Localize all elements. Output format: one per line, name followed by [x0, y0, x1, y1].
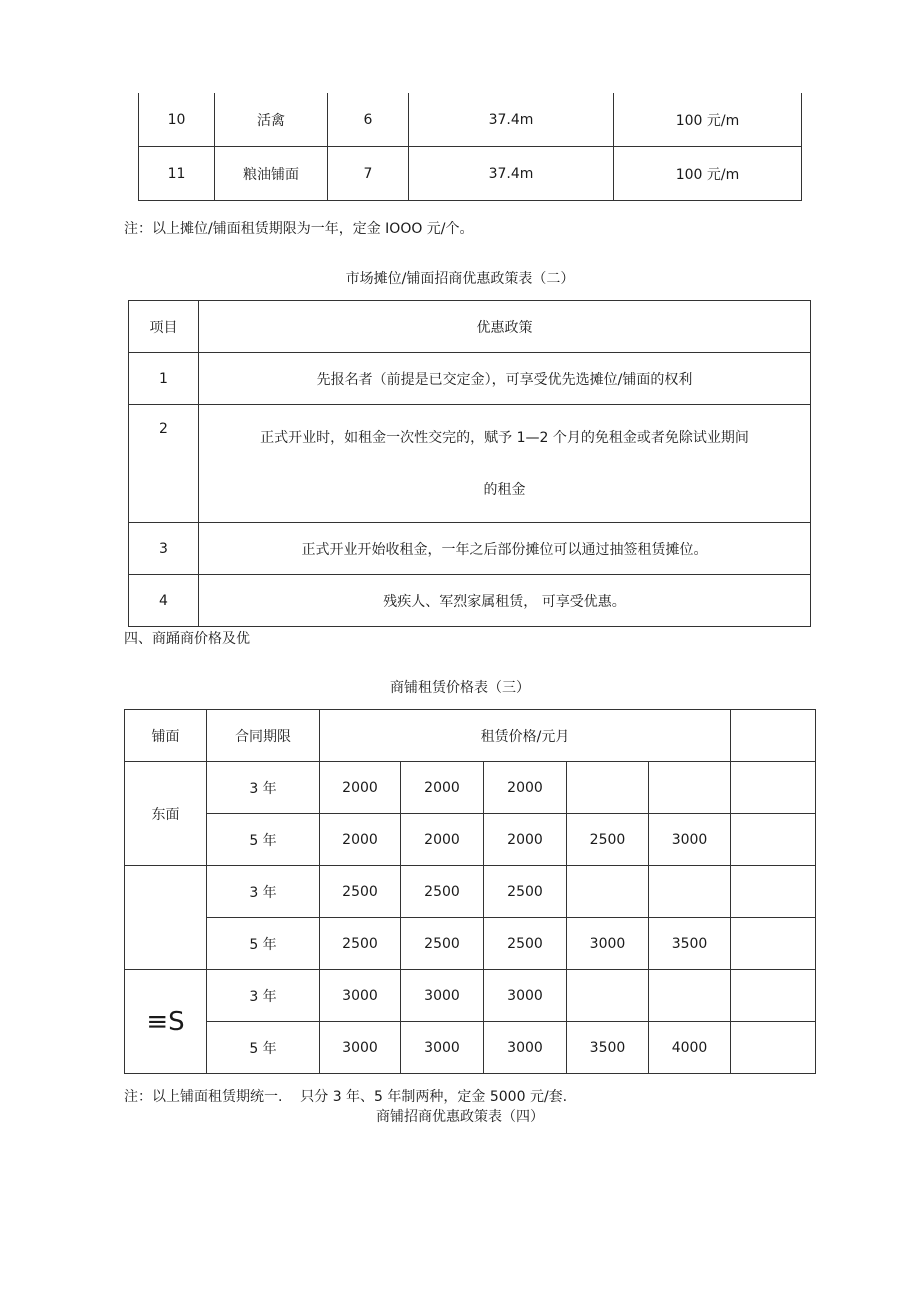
price-cell: 2000 — [401, 762, 484, 814]
row-number: 1 — [129, 353, 199, 405]
price-cell: 2500 — [567, 814, 649, 866]
stall-rent-table — [138, 93, 802, 201]
table-row — [129, 575, 811, 627]
header-shop: 铺面 — [125, 710, 207, 762]
header-empty — [731, 710, 816, 762]
shop-name: ≡S — [125, 970, 207, 1074]
price-cell — [567, 762, 649, 814]
price-cell: 3000 — [320, 970, 401, 1022]
row-number: 4 — [129, 575, 199, 627]
table4-title: 商铺招商优惠政策表（四） — [376, 1109, 544, 1125]
price-cell: 3000 — [320, 1022, 401, 1074]
shop-price-table — [124, 709, 816, 1074]
stall-price: 100 元/m — [614, 93, 802, 147]
empty-cell — [731, 918, 816, 970]
table-row — [139, 147, 802, 201]
term: 5 年 — [207, 814, 320, 866]
table-row — [125, 970, 816, 1022]
row-number: 2 — [129, 405, 199, 523]
price-cell: 2500 — [320, 866, 401, 918]
table-row — [125, 866, 816, 918]
empty-cell — [731, 814, 816, 866]
price-cell: 3000 — [484, 970, 567, 1022]
policy-text: 正式开业开始收租金，一年之后部份摊位可以通过抽签租赁摊位。 — [199, 523, 811, 575]
price-cell: 2000 — [484, 814, 567, 866]
empty-cell — [731, 762, 816, 814]
table-row — [129, 523, 811, 575]
empty-cell — [731, 970, 816, 1022]
empty-cell — [731, 1022, 816, 1074]
policy-table — [128, 300, 811, 627]
price-cell: 2500 — [484, 918, 567, 970]
table2-title: 市场摊位/铺面招商优惠政策表（二） — [345, 271, 575, 287]
header-term: 合同期限 — [207, 710, 320, 762]
price-cell: 3000 — [649, 814, 731, 866]
section-heading: 四、商踊商价格及优 — [124, 631, 250, 647]
stall-name: 粮油铺面 — [215, 147, 328, 201]
policy-text-line1: 正式开业时，如租金一次性交完的，赋予 1—2 个月的免租金或者免除试业期间 — [260, 429, 749, 446]
term: 3 年 — [207, 866, 320, 918]
table-row — [125, 814, 816, 866]
price-cell: 2000 — [320, 814, 401, 866]
policy-text: 残疾人、军烈家属租赁， 可享受优惠。 — [199, 575, 811, 627]
table-row — [125, 762, 816, 814]
stall-count: 6 — [328, 93, 409, 147]
header-price: 租赁价格/元月 — [320, 710, 731, 762]
table-header-row — [129, 301, 811, 353]
term: 3 年 — [207, 970, 320, 1022]
table-row — [139, 93, 802, 147]
price-cell: 2500 — [401, 918, 484, 970]
shop-name: 东面 — [125, 762, 207, 866]
policy-text — [199, 405, 811, 523]
term: 5 年 — [207, 918, 320, 970]
stall-name: 活禽 — [215, 93, 328, 147]
row-number: 11 — [139, 147, 215, 201]
price-cell: 2000 — [320, 762, 401, 814]
policy-text-line2: 的租金 — [483, 481, 526, 498]
shop-name — [125, 866, 207, 970]
header-item: 项目 — [129, 301, 199, 353]
price-cell: 2500 — [320, 918, 401, 970]
row-number: 10 — [139, 93, 215, 147]
price-cell — [567, 970, 649, 1022]
price-cell: 2000 — [401, 814, 484, 866]
policy-text: 先报名者（前提是已交定金），可享受优先选摊位/铺面的权利 — [199, 353, 811, 405]
price-cell: 2000 — [484, 762, 567, 814]
price-cell — [567, 866, 649, 918]
table-row — [125, 1022, 816, 1074]
table-row — [129, 405, 811, 523]
price-cell: 3500 — [649, 918, 731, 970]
price-cell: 3000 — [401, 970, 484, 1022]
header-policy: 优惠政策 — [199, 301, 811, 353]
price-cell — [649, 970, 731, 1022]
note-lease-term: 注：以上铺面租赁期统一. 只分 3 年、5 年制两种，定金 5000 元/套. — [124, 1089, 568, 1105]
table-row — [129, 353, 811, 405]
price-cell: 2500 — [401, 866, 484, 918]
price-cell: 3000 — [401, 1022, 484, 1074]
price-cell: 4000 — [649, 1022, 731, 1074]
stall-count: 7 — [328, 147, 409, 201]
term: 3 年 — [207, 762, 320, 814]
stall-area: 37.4m — [409, 93, 614, 147]
table-header-row — [125, 710, 816, 762]
table3-title: 商铺租赁价格表（三） — [390, 680, 530, 696]
price-cell: 3500 — [567, 1022, 649, 1074]
price-cell: 3000 — [567, 918, 649, 970]
price-cell: 3000 — [484, 1022, 567, 1074]
price-cell: 2500 — [484, 866, 567, 918]
table-row — [125, 918, 816, 970]
stall-price: 100 元/m — [614, 147, 802, 201]
row-number: 3 — [129, 523, 199, 575]
stall-area: 37.4m — [409, 147, 614, 201]
empty-cell — [731, 866, 816, 918]
price-cell — [649, 866, 731, 918]
price-cell — [649, 762, 731, 814]
note-deposit: 注：以上摊位/铺面租赁期限为一年，定金 IOOO 元/个。 — [124, 221, 474, 237]
term: 5 年 — [207, 1022, 320, 1074]
